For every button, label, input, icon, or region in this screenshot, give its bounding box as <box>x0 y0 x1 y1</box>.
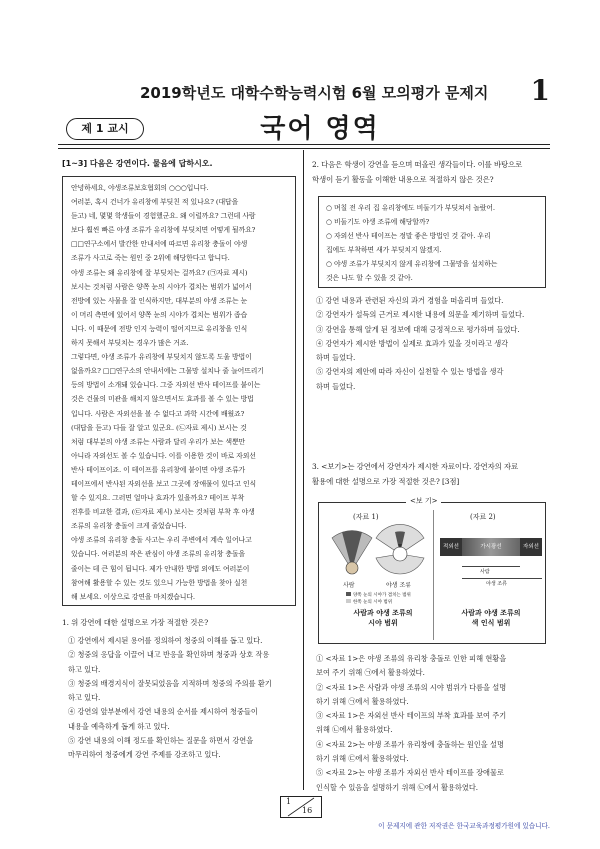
subject-title: 국어 영역 <box>260 114 380 144</box>
text-line: 내용을 예측하게 돕게 하고 있다. <box>68 721 170 731</box>
header-rule-top <box>58 144 550 145</box>
instruction: [1~3] 다음은 강연이다. 물음에 답하시오. <box>62 159 213 168</box>
text-line: 위해 ㉡에서 활용하였다. <box>316 725 393 735</box>
text-line: ⑤ <자료 2>는 야생 조류가 자외선 반사 테이프를 장애물로 <box>316 768 504 778</box>
text-line: 해 보세요. 이상으로 강연을 마치겠습니다. <box>71 592 195 601</box>
text-line: 처럼 대부분의 야생 조류는 사람과 달리 우리가 보는 색뿐만 <box>71 437 246 446</box>
q2-box-text <box>319 197 545 289</box>
text-line: ③ 강연을 통해 알게 된 정보에 대해 긍정적으로 평가하며 들었다. <box>316 324 520 334</box>
text-line: ③ 청중의 배경지식이 잘못되었음을 지적하며 청중의 주의를 환기 <box>68 678 272 688</box>
bogi-label: <보 기> <box>406 496 441 506</box>
q3-options <box>316 652 552 795</box>
bird-range-line <box>462 578 542 579</box>
text-line: 보시는 것처럼 사람은 양쪽 눈의 시야가 겹치는 범위가 넓어서 <box>71 282 252 291</box>
q2-stem <box>312 158 552 187</box>
header-rule-bottom <box>58 148 550 149</box>
footer-page-total: 16 <box>302 806 313 815</box>
legend-item <box>346 599 430 606</box>
text-line: 하지 못해서 부딪치는 경우가 많은 거죠. <box>71 339 189 348</box>
text-line: 니다. 이 때문에 전방 인지 능력이 떨어지므로 유리창을 인식 <box>71 324 248 333</box>
legend-swatch-dark <box>346 592 351 596</box>
text-line: ② 강연자가 설득의 근거로 제시한 내용에 의문을 제기하며 들었다. <box>316 310 525 320</box>
text-line: ○ 며칠 전 우리 집 유리창에도 비둘기가 부딪쳐서 놀랐어. <box>326 204 495 212</box>
text-line: ① 강연 내용과 관련된 자신의 과거 경험을 떠올리며 들었다. <box>316 296 504 305</box>
text-line: 줄이는 데 큰 힘이 됩니다. 제가 안내한 방법 외에도 여러분이 <box>71 564 250 573</box>
text-line: ① 강연에서 제시된 용어를 정의하여 청중의 이해를 돕고 있다. <box>68 636 263 645</box>
copyright-notice: 이 문제지에 관한 저작권은 한국교육과정평가원에 있습니다. <box>378 822 550 830</box>
legend-swatch-light <box>346 599 351 603</box>
text-line: 하며 들었다. <box>316 381 356 391</box>
text-line: 하고 있다. <box>68 693 101 703</box>
text-line: 하고 있다. <box>68 664 101 674</box>
passage-box <box>62 176 296 606</box>
fig1-label: (자료 1) <box>353 513 379 521</box>
q2-stem-line: 2. 다음은 학생이 강연을 듣으며 떠올린 생각들이다. 이를 바탕으로 <box>312 160 523 169</box>
text-line: 입니다. 사람은 자외선을 볼 수 없다고 과학 시간에 배웠죠? <box>71 409 245 418</box>
fig2-caption-line: 색 인식 범위 <box>471 619 511 627</box>
q1-stem: 1. 위 강연에 대한 설명으로 가장 적절한 것은? <box>62 618 209 627</box>
text-line: 것은 건물의 미관을 해치지 않으면서도 효과를 볼 수 있는 방법 <box>71 395 254 404</box>
text-line: 것은 나도 할 수 있을 것 같아. <box>326 274 413 282</box>
q3-stem-line: 3. <보기>는 강연에서 강연자가 제시한 자료이다. 강연자의 자료 <box>312 462 518 471</box>
text-line: 조류의 유리창 충돌이 크게 줄었습니다. <box>71 522 187 531</box>
text-line: (대답을 듣고) 다들 잘 알고 있군요. (㉡자료 제시) 보시는 것 <box>71 423 247 432</box>
text-line: 할 수 있지요. 그러면 얼마나 효과가 있을까요? 테이프 부착 <box>71 494 245 503</box>
text-line: ⑤ 강연자의 제안에 따라 자신이 실천할 수 있는 방법을 생각 <box>316 367 504 377</box>
text-line: 없을까요? □□연구소의 안내서에는 그물망 설치나 줄 늘어뜨리기 <box>71 367 264 376</box>
legend-overlap-label: 양쪽 눈의 시야가 겹치는 범위 <box>353 593 411 598</box>
text-line: 보여 주기 위해 ㉠에서 활용하였다. <box>316 668 425 678</box>
text-line: 있습니다. 여러분의 작은 관심이 야생 조류의 유리창 충돌을 <box>71 550 246 559</box>
text-line: ⑤ 강연 내용의 이해 정도를 확인하는 질문을 하면서 강연을 <box>68 736 254 746</box>
text-line: 하기 위해 ㉢에서 활용하였다. <box>316 754 409 764</box>
text-line: 이 머리 측면에 있어서 양쪽 눈의 시야가 겹치는 범위가 좁습 <box>71 310 248 319</box>
human-range-line <box>462 566 520 567</box>
bird-vision-fan <box>376 524 424 574</box>
q2-options <box>316 294 552 394</box>
fig1-bird-caption: 야생 조류 <box>386 582 412 589</box>
band-infrared: 적외선 <box>440 538 462 556</box>
text-line: 인식할 수 있음을 설명하기 위해 ㉡에서 활용하였다. <box>316 782 479 792</box>
fig1-human-caption: 사람 <box>343 582 355 589</box>
page-number: 1 <box>530 74 550 107</box>
human-range-label: 사람 <box>480 569 490 575</box>
text-line: ○ 비둘기도 야생 조류에 해당할까? <box>326 218 430 226</box>
footer-page-box <box>280 796 322 818</box>
fig2-caption <box>446 608 536 628</box>
fig1-caption-line: 시야 범위 <box>368 619 398 627</box>
q1-options <box>68 634 300 763</box>
band-visible: 가시광선 <box>462 538 520 556</box>
text-line: 등의 방법이 소개돼 있습니다. 그중 자외선 반사 테이프를 붙이는 <box>71 381 261 390</box>
text-line: 하기 위해 ㉠에서 활용하였다. <box>316 696 409 706</box>
bird-range-label: 야생 조류 <box>486 581 507 587</box>
text-line: 여러분, 혹시 건너가 유리창에 부딪친 적 있나요? (대답을 <box>71 198 239 207</box>
q2-box <box>318 196 546 288</box>
text-line: 아니라 자외선도 볼 수 있습니다. 이를 이용한 것이 바로 자외선 <box>71 451 256 460</box>
legend-single-label: 한쪽 눈의 시야 범위 <box>353 600 393 605</box>
text-line: 안녕하세요, 야생조류보호협회의 ○○○입니다. <box>71 184 209 192</box>
q3-stem <box>312 460 552 489</box>
column-divider <box>303 150 304 790</box>
text-line: 그렇다면, 야생 조류가 유리창에 부딪치지 않도록 도울 방법이 <box>71 353 252 362</box>
fig1-caption <box>338 608 428 628</box>
fig1-caption-line: 사람과 야생 조류의 <box>353 609 413 617</box>
human-vision-fan <box>332 530 372 574</box>
spectrum-bar <box>440 538 542 556</box>
vision-range-diagram <box>324 524 428 578</box>
text-line: ① <자료 1>은 야생 조류의 유리창 충돌로 인한 피해 현황을 <box>316 654 507 663</box>
text-line: 조류가 사고로 죽는 원인 중 2위에 해당한다고 합니다. <box>71 254 230 263</box>
text-line: ③ <자료 1>은 자외선 반사 테이프의 부착 효과를 보여 주기 <box>316 711 507 721</box>
text-line: 테이프에서 반사된 자외선을 보고 그곳에 장애물이 있다고 인식 <box>71 479 257 488</box>
text-line: 참여해 활용할 수 있는 것도 있으니 가능한 방법을 찾아 실천 <box>71 578 248 587</box>
footer-page-current: 1 <box>286 797 292 806</box>
text-line: ② 청중의 응답을 이끌어 내고 반응을 확인하며 청중과 상호 작용 <box>68 650 270 660</box>
text-line: ○ 자외선 반사 테이프는 정말 좋은 방법인 것 같아. 우리 <box>326 232 491 240</box>
text-line: 듣고) 네, 몇몇 학생들이 경험했군요. 왜 이럴까요? 그런데 사람 <box>71 212 256 221</box>
text-line: 보다 훨씬 빠른 야생 조류가 유리창에 부딪치면 어떻게 될까요? <box>71 226 256 235</box>
period-badge: 제 1 교시 <box>66 118 144 140</box>
text-line: 반사 테이프이죠. 이 테이프를 유리창에 붙이면 야생 조류가 <box>71 465 246 474</box>
band-ultraviolet: 자외선 <box>520 538 542 556</box>
fig1-legend <box>346 592 430 606</box>
text-line: 야생 조류의 유리창 충돌 사고는 우리 주변에서 계속 일어나고 <box>71 536 252 545</box>
text-line: ④ 강연자가 제시한 방법이 실제로 효과가 있을 것이라고 생각 <box>316 338 509 348</box>
passage-text <box>63 177 295 604</box>
exam-title: 2019학년도 대학수학능력시험 6월 모의평가 문제지 <box>140 84 489 102</box>
q2-stem-line: 학생이 듣기 활동을 이해한 내용으로 적절하지 않은 것은? <box>312 174 494 184</box>
figure-divider <box>433 510 434 640</box>
fig2-caption-line: 사람과 야생 조류의 <box>461 609 521 617</box>
text-line: 전방에 있는 사물을 잘 인식하지만, 대부분의 야생 조류는 눈 <box>71 296 248 305</box>
text-line: □□연구소에서 발간한 안내서에 따르면 유리창 충돌이 야생 <box>71 240 248 249</box>
text-line: ② <자료 1>은 사람과 야생 조류의 시야 범위가 다름을 설명 <box>316 682 507 692</box>
text-line: 집에도 부착하면 새가 부딪치지 않겠지. <box>326 246 442 254</box>
text-line: ④ 강연의 앞부분에서 강연 내용의 순서를 제시하여 청중들이 <box>68 707 258 717</box>
legend-item <box>346 592 430 599</box>
text-line: 전후를 비교한 결과, (㉢자료 제시) 보시는 것처럼 부착 후 야생 <box>71 508 255 517</box>
fig2-label: (자료 2) <box>470 513 496 521</box>
text-line: 하며 들었다. <box>316 353 356 363</box>
q3-stem-line: 활용에 대한 설명으로 가장 적절한 것은? [3점] <box>312 476 460 486</box>
text-line: 마무리하여 청중에게 강연 주제를 강조하고 있다. <box>68 750 221 760</box>
text-line: ④ <자료 2>는 야생 조류가 유리창에 충돌하는 원인을 설명 <box>316 739 504 749</box>
text-line: ○ 야생 조류가 부딪치지 않게 유리창에 그물망을 설치하는 <box>326 260 498 268</box>
text-line: 야생 조류는 왜 유리창에 잘 부딪치는 걸까요? (㉠자료 제시) <box>71 268 248 277</box>
